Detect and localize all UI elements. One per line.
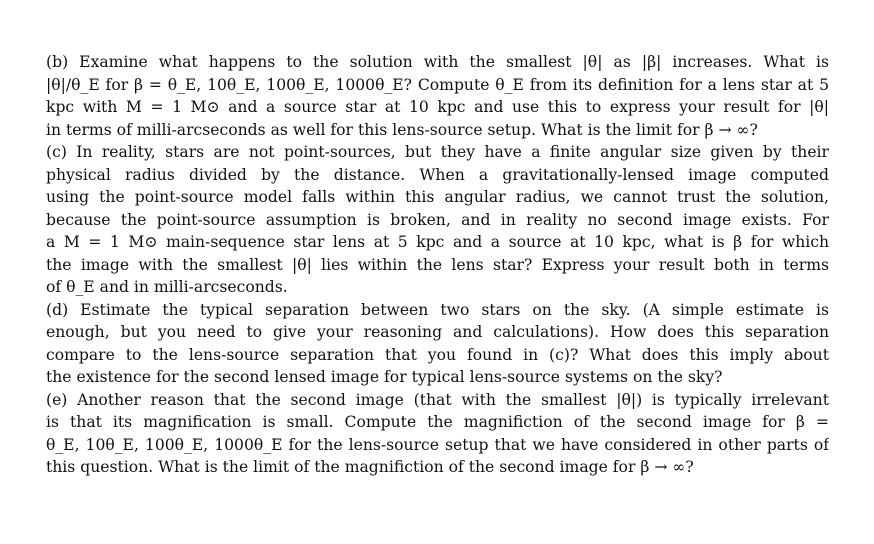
text-line: enough, but you need to give your reasoning and calculations). How does this separation [46,323,829,341]
text-line: the existence for the second lensed image for typical lens-source systems on the sky? [46,368,723,386]
text-line: (e) Another reason that the second image (that with the smallest |θ|) is typically irrelevant [46,390,829,409]
paragraph-b [46,51,829,141]
text-line: this question. What is the limit of the magnifiction of the second image for β → ∞? [46,458,694,476]
paragraph-c [46,141,829,299]
text-line: (c) In reality, stars are not point-sources, but they have a finite angular size given by their [46,143,829,161]
text-line: of θ_E and in milli-arcseconds. [46,278,288,296]
paragraph-e [46,389,829,479]
text-line: compare to the lens-source separation that you found in (c)? What does this imply about [46,345,829,364]
text-line: kpc with M = 1 M⊙ and a source star at 10 kpc and use this to express your result for |θ| [46,98,829,116]
paragraph-d [46,299,829,389]
text-line: the image with the smallest |θ| lies within the lens star? Express your result both in terms [46,255,829,274]
text-line: because the point-source assumption is broken, and in reality no second image exists. For [46,210,829,229]
text-line: physical radius divided by the distance. When a gravitationally-lensed image computed [46,165,829,184]
text-line: θ_E, 10θ_E, 100θ_E, 1000θ_E for the lens-source setup that we have considered in other parts of [46,435,829,454]
text-line: is that its magnification is small. Compute the magnifiction of the second image for β = [46,413,829,431]
text-line: (b) Examine what happens to the solution with the smallest |θ| as |β| increases. What is [46,53,829,71]
problem-text [46,51,829,479]
text-line: |θ|/θ_E for β = θ_E, 10θ_E, 100θ_E, 1000θ_E? Compute θ_E from its definition for a lens star at 5 [46,75,829,94]
text-line: in terms of milli-arcseconds as well for this lens-source setup. What is the limit for β → ∞? [46,120,758,139]
text-line: a M = 1 M⊙ main-sequence star lens at 5 kpc and a source at 10 kpc, what is β for which [46,233,829,251]
text-line: (d) Estimate the typical separation between two stars on the sky. (A simple estimate is [46,300,829,319]
text-line: using the point-source model falls within this angular radius, we cannot trust the solution, [46,188,829,206]
